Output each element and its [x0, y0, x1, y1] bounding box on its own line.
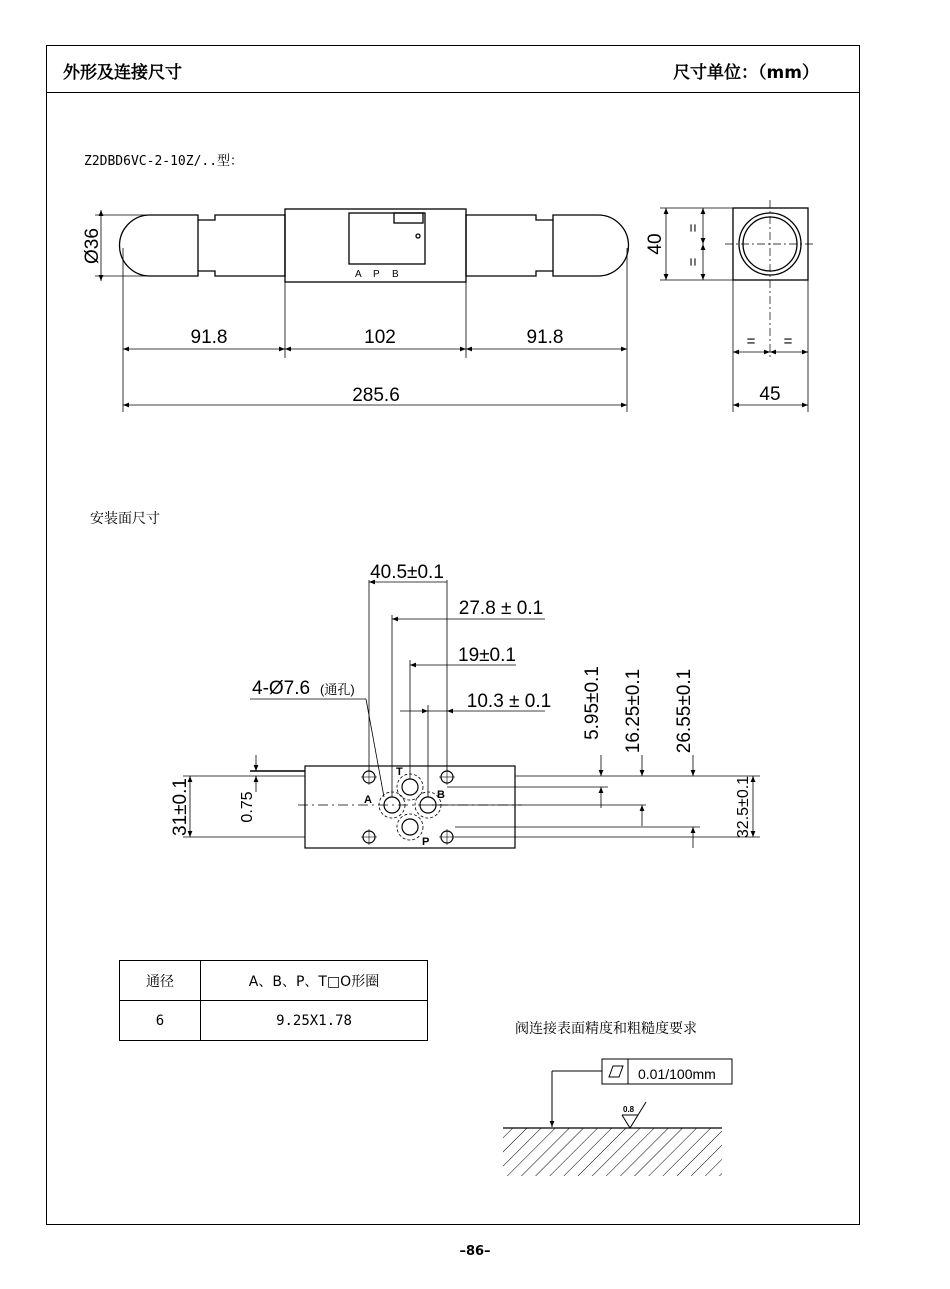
equal-mark-2: = — [685, 257, 702, 267]
hole-spec: 4-Ø7.6 — [252, 678, 311, 699]
table-header-cell: A、B、P、T□O形圈 — [201, 961, 428, 1001]
flatness-value: 0.01/100mm — [638, 1066, 716, 1082]
table-row — [120, 1001, 428, 1041]
mount-port-a: A — [364, 794, 372, 806]
unit-label: 尺寸单位：（mm） — [673, 63, 819, 83]
dim-10-3: 10.3 ± 0.1 — [466, 691, 552, 712]
dim-16-25: 16.25±0.1 — [623, 668, 644, 754]
port-label-a: A — [355, 269, 362, 280]
mount-port-t: T — [396, 766, 403, 778]
dim-0-75: 0.75 — [239, 791, 256, 823]
dim-40-5: 40.5±0.1 — [370, 562, 444, 583]
oring-table — [119, 960, 428, 1041]
table-cell: 6 — [120, 1001, 201, 1041]
model-label: Z2DBD6VC-2-10Z/..型： — [84, 154, 244, 169]
page-number: –86– — [459, 1244, 491, 1259]
equal-mark-1: = — [685, 223, 702, 233]
equal-mark-3: = — [746, 333, 756, 350]
diameter-label: Ø36 — [82, 228, 103, 264]
page-title: 外形及连接尺寸 — [63, 63, 182, 83]
table-header-cell: 通径 — [120, 961, 201, 1001]
dim-19: 19±0.1 — [458, 645, 516, 666]
dim-height: 40 — [645, 233, 666, 255]
dim-32-5: 32.5±0.1 — [735, 775, 752, 839]
mounting-title: 安装面尺寸 — [90, 511, 160, 527]
surface-labels — [623, 1066, 716, 1114]
outline-labels — [82, 223, 793, 406]
dim-right: 91.8 — [526, 327, 564, 348]
dim-5-95: 5.95±0.1 — [582, 666, 603, 740]
outline-drawing — [95, 200, 815, 412]
mount-port-b: B — [437, 789, 445, 801]
dim-27-8: 27.8 ± 0.1 — [458, 598, 544, 619]
port-label-b: B — [392, 269, 399, 280]
hole-note: (通孔) — [320, 682, 355, 697]
surface-title: 阀连接表面精度和粗糙度要求 — [515, 1021, 697, 1037]
table-header-row — [120, 961, 428, 1001]
dim-31: 31±0.1 — [170, 778, 191, 836]
dim-width: 45 — [759, 384, 781, 405]
dim-total: 285.6 — [352, 385, 400, 406]
dim-middle: 102 — [364, 327, 396, 348]
mount-port-p: P — [422, 836, 430, 848]
port-label-p: P — [373, 269, 380, 280]
equal-mark-4: = — [783, 333, 793, 350]
table-cell: 9.25X1.78 — [201, 1001, 428, 1041]
dim-26-55: 26.55±0.1 — [674, 668, 695, 754]
dim-left: 91.8 — [190, 327, 228, 348]
roughness-value: 0.8 — [623, 1105, 635, 1114]
